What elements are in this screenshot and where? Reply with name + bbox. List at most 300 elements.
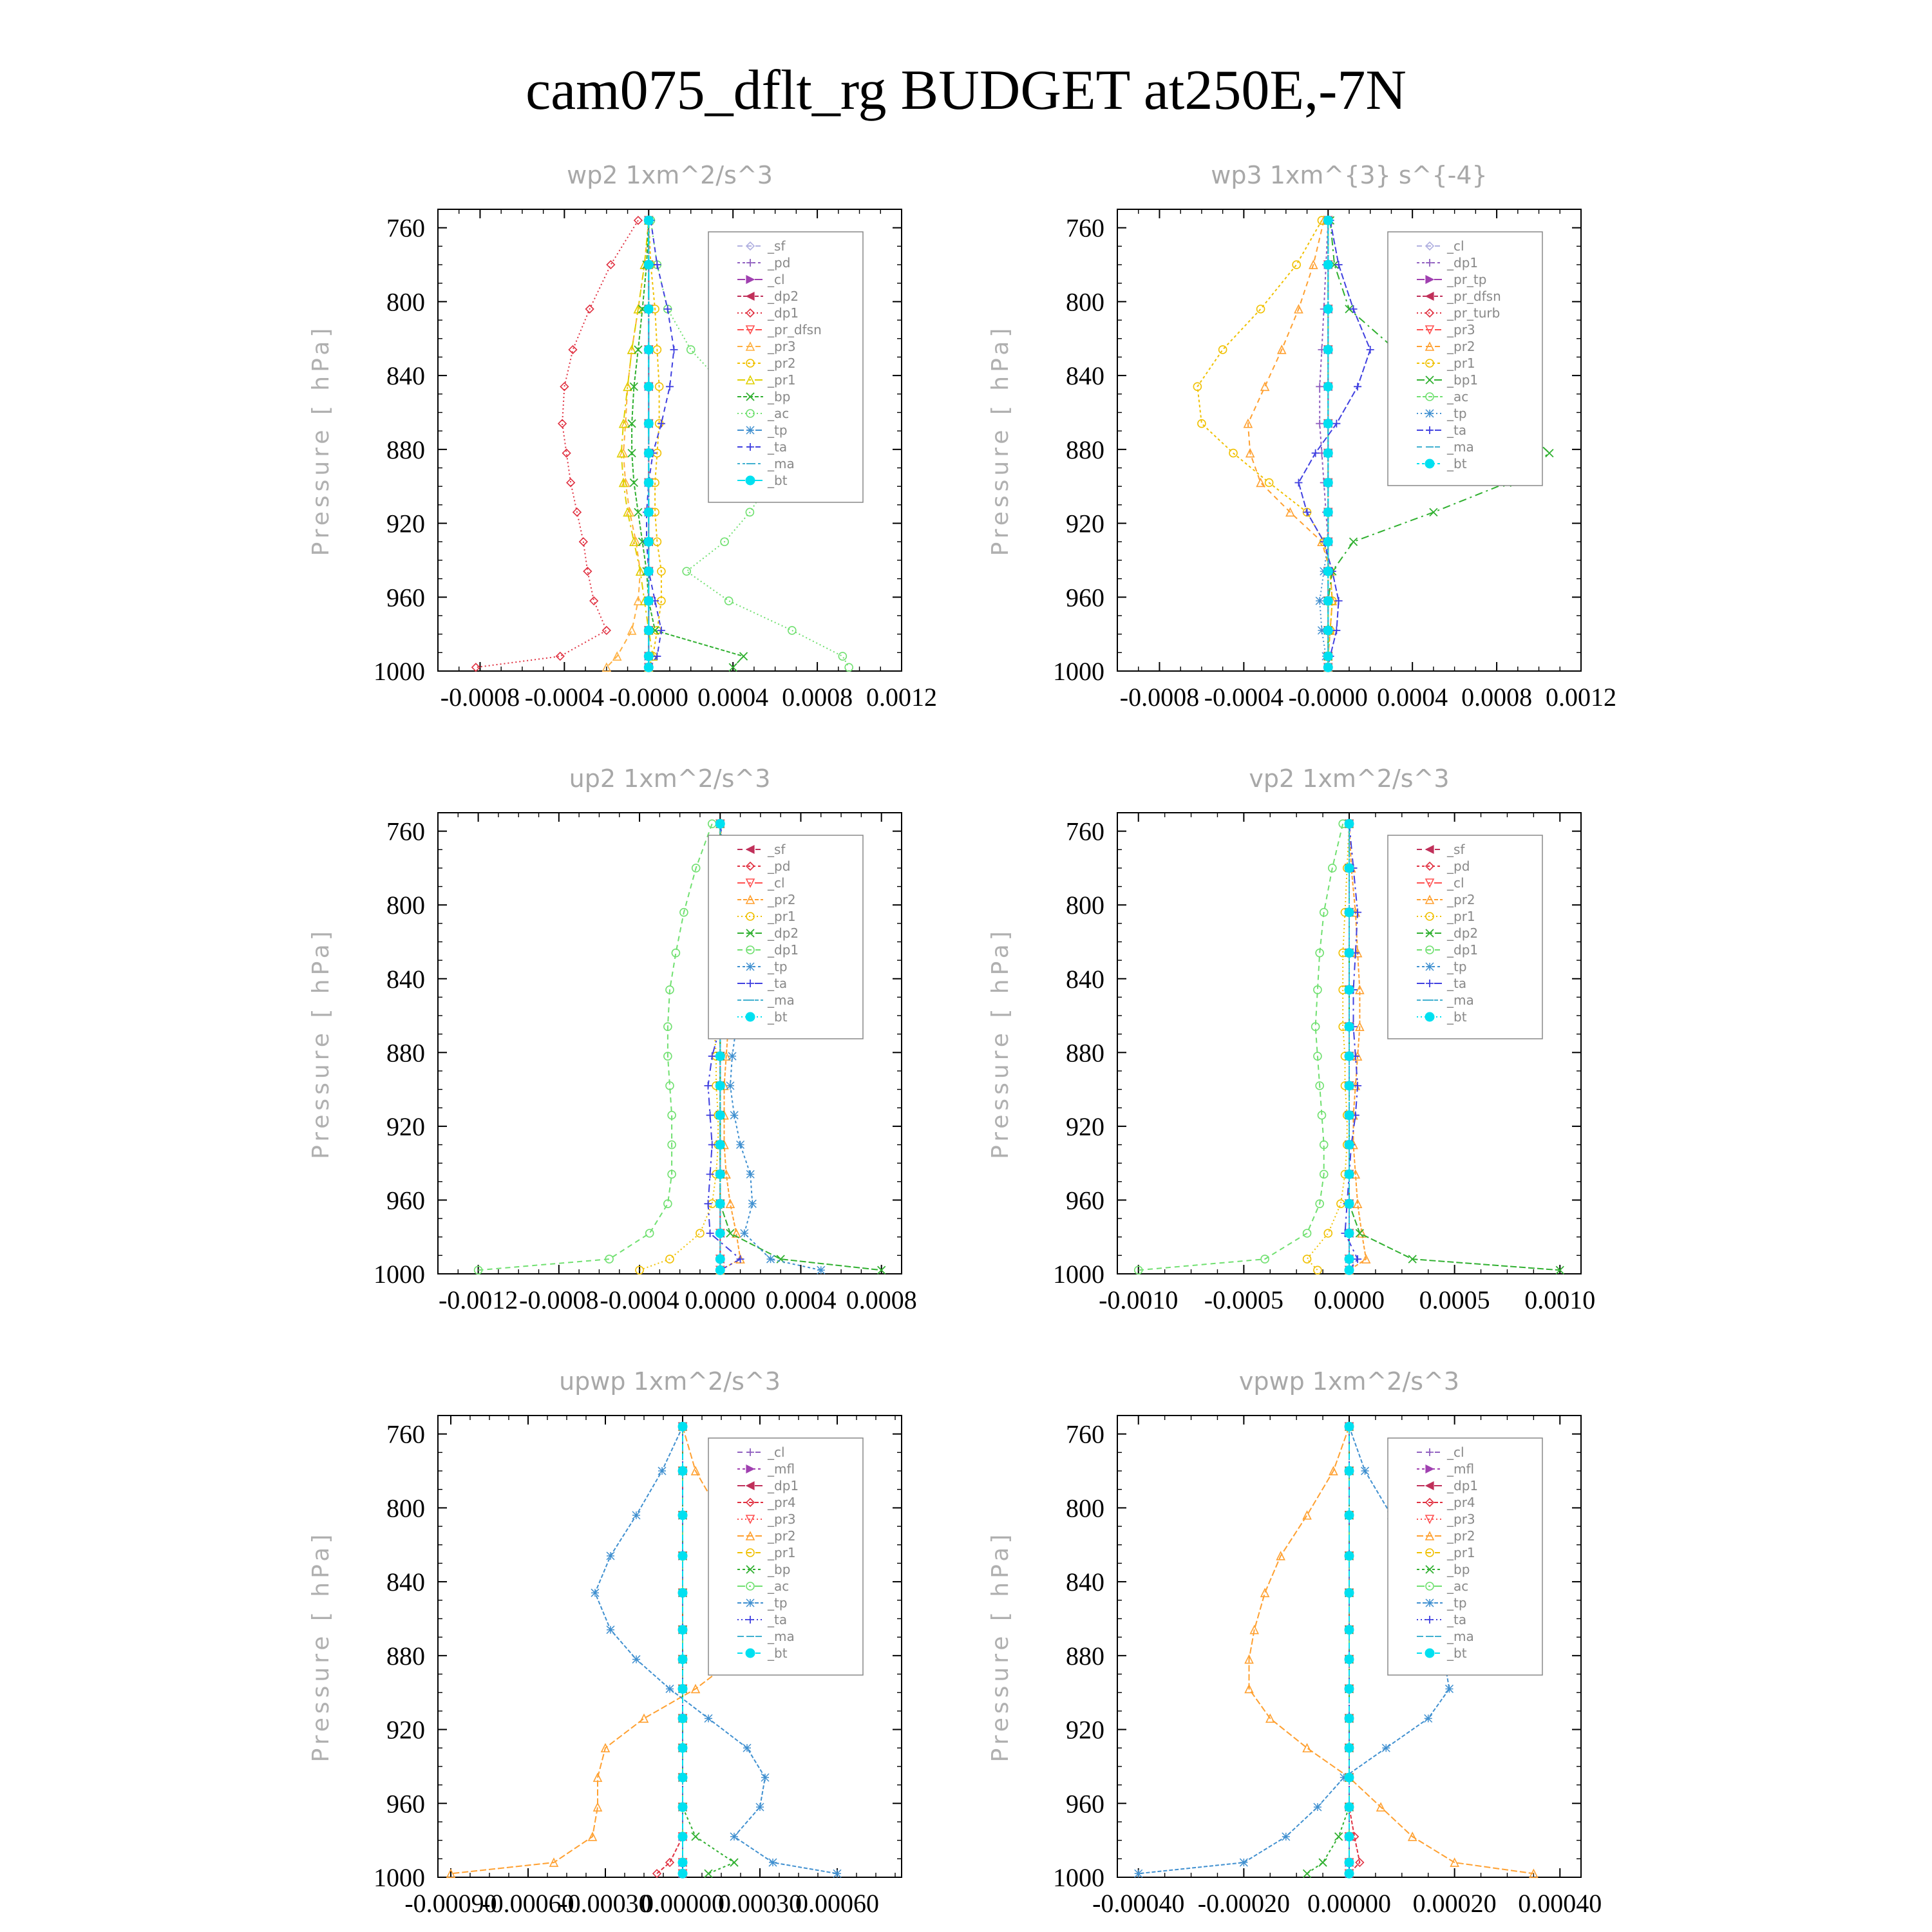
data-point: [1323, 478, 1332, 487]
legend-label: _tp: [1447, 1595, 1467, 1611]
data-point: [1350, 538, 1358, 545]
x-tick-label: -0.0008: [440, 683, 520, 712]
legend-label: _ta: [1447, 1612, 1467, 1627]
legend-label: _cl: [768, 1444, 785, 1460]
data-point: [1316, 383, 1323, 390]
data-point: [591, 1589, 599, 1596]
legend-label: _pd: [768, 255, 791, 270]
legend-marker: [1425, 1012, 1434, 1021]
data-point: [704, 1082, 712, 1090]
y-tick-label: 760: [1066, 817, 1104, 846]
data-point: [1345, 1803, 1354, 1812]
series-line-dp1: [1139, 824, 1343, 1270]
legend-label: _pr1: [768, 909, 796, 924]
y-tick-label: 840: [386, 361, 425, 391]
legend-marker: [1426, 963, 1434, 971]
data-point: [590, 597, 598, 605]
legend-label: _ta: [768, 976, 788, 991]
data-point: [628, 450, 636, 457]
data-point: [1345, 1625, 1354, 1634]
data-point: [1323, 626, 1332, 635]
y-axis-label: Pressure [ hPa]: [987, 1530, 1014, 1763]
data-point: [1345, 1714, 1354, 1723]
data-point: [1367, 346, 1374, 354]
data-point: [1293, 261, 1300, 269]
data-point: [632, 1656, 640, 1663]
y-tick-label: 840: [1066, 361, 1104, 391]
legend-label: _pr2: [768, 892, 796, 907]
y-tick-label: 920: [1066, 1715, 1104, 1745]
data-point: [743, 1744, 751, 1752]
legend-label: _pr4: [768, 1495, 796, 1510]
chart-title: wp2 1xm^2/s^3: [567, 161, 773, 189]
x-tick-label: 0.0004: [765, 1285, 837, 1314]
series-line-pr1: [1307, 824, 1350, 1270]
data-point: [603, 627, 611, 634]
chart-title: wp3 1xm^{3} s^{-4}: [1211, 161, 1488, 189]
y-tick-label: 880: [386, 435, 425, 464]
data-point: [1316, 420, 1323, 428]
data-point: [1303, 1870, 1311, 1877]
data-point: [715, 1111, 724, 1120]
data-point: [678, 1588, 687, 1597]
legend-label: _pr2: [768, 355, 796, 371]
legend-label: _pr1: [1447, 1545, 1475, 1560]
y-tick-label: 840: [386, 964, 425, 994]
x-tick-label: 0.0005: [1419, 1285, 1490, 1314]
data-point: [1261, 383, 1269, 390]
budget-chart-2: [308, 764, 917, 1314]
data-point: [630, 478, 638, 486]
chart-title: up2 1xm^2/s^3: [569, 764, 771, 793]
data-point: [678, 1773, 687, 1782]
legend-label: _dp1: [1447, 255, 1479, 270]
legend-label: _dp1: [768, 1478, 799, 1493]
x-tick-label: -0.00090: [404, 1889, 497, 1918]
data-point: [1345, 1588, 1354, 1597]
legend-marker: [1425, 459, 1434, 468]
x-tick-label: 0.0000: [1314, 1285, 1385, 1314]
y-tick-label: 760: [386, 1419, 425, 1449]
data-point: [715, 1170, 724, 1179]
legend-marker: [746, 1012, 755, 1021]
y-tick-label: 960: [1066, 1789, 1104, 1819]
data-point: [666, 1685, 674, 1692]
data-point: [1345, 1141, 1354, 1150]
legend-label: _bt: [1447, 1009, 1467, 1025]
legend-marker: [746, 963, 754, 971]
data-point: [1345, 1081, 1354, 1090]
data-point: [644, 596, 653, 605]
legend-label: _ta: [768, 1612, 788, 1627]
data-point: [1382, 1744, 1390, 1752]
data-point: [1219, 346, 1227, 354]
y-tick-label: 960: [1066, 583, 1104, 612]
legend-label: _pr3: [1447, 322, 1475, 337]
data-point: [646, 1229, 654, 1237]
data-point: [644, 478, 653, 487]
y-tick-label: 840: [1066, 1567, 1104, 1597]
legend-label: _cl: [768, 272, 785, 287]
data-point: [715, 1255, 724, 1264]
data-point: [644, 449, 653, 458]
legend-label: _bp1: [1447, 372, 1479, 388]
data-point: [769, 1859, 777, 1866]
legend-label: _ma: [1447, 1629, 1474, 1644]
legend-label: _pr2: [1447, 892, 1475, 907]
data-point: [678, 1684, 687, 1693]
data-point: [1282, 1833, 1290, 1841]
data-point: [678, 1858, 687, 1867]
data-point: [563, 450, 571, 457]
data-point: [715, 1052, 724, 1061]
y-tick-label: 920: [386, 1112, 425, 1141]
data-point: [1323, 345, 1332, 354]
data-point: [678, 1551, 687, 1560]
data-point: [1319, 1859, 1327, 1866]
legend-label: _pr1: [768, 1545, 796, 1560]
data-point: [1345, 1858, 1354, 1867]
data-point: [1345, 1511, 1354, 1520]
data-point: [644, 260, 653, 269]
data-point: [666, 383, 674, 390]
legend-label: _ta: [1447, 976, 1467, 991]
y-tick-label: 960: [386, 583, 425, 612]
y-axis-label: Pressure [ hPa]: [987, 324, 1014, 556]
x-tick-label: -0.0005: [1204, 1285, 1284, 1314]
legend-label: _bt: [768, 473, 788, 488]
data-point: [678, 1743, 687, 1752]
data-point: [678, 1832, 687, 1841]
data-point: [1345, 1265, 1354, 1274]
legend-label: _pr2: [1447, 339, 1475, 354]
series-line-pr1: [1197, 220, 1332, 667]
data-point: [1345, 1743, 1354, 1752]
data-point: [737, 1141, 744, 1149]
data-point: [748, 1200, 756, 1208]
data-point: [728, 1052, 736, 1060]
data-point: [670, 346, 678, 354]
data-point: [644, 305, 653, 314]
x-tick-label: 0.00030: [718, 1889, 802, 1918]
data-point: [715, 1141, 724, 1150]
legend-label: _tp: [1447, 959, 1467, 974]
data-point: [607, 261, 614, 269]
y-tick-label: 880: [1066, 435, 1104, 464]
legend-marker: [746, 1649, 755, 1658]
data-point: [725, 597, 733, 605]
data-point: [1546, 450, 1553, 457]
data-point: [1350, 305, 1358, 313]
legend-label: _pr_turb: [1447, 305, 1501, 321]
data-point: [1361, 1467, 1369, 1475]
legend-label: _pr_dfsn: [768, 322, 822, 337]
x-tick-label: 0.00000: [1307, 1889, 1391, 1918]
data-point: [788, 627, 796, 634]
series-line-dp1: [478, 824, 712, 1270]
legend-label: _bt: [1447, 1645, 1467, 1661]
y-tick-label: 1000: [1053, 1863, 1104, 1892]
y-tick-label: 960: [386, 1789, 425, 1819]
data-point: [1354, 383, 1361, 390]
legend-label: _dp1: [1447, 1478, 1479, 1493]
data-point: [1314, 1266, 1321, 1274]
y-tick-label: 1000: [1053, 657, 1104, 686]
y-tick-label: 920: [386, 1715, 425, 1745]
x-tick-label: -0.00060: [482, 1889, 574, 1918]
legend-marker: [1425, 1649, 1434, 1658]
legend-label: _tp: [768, 1595, 788, 1611]
x-tick-label: -0.0004: [1204, 683, 1284, 712]
y-tick-label: 840: [386, 1567, 425, 1597]
data-point: [1240, 1859, 1247, 1866]
chart-title: upwp 1xm^2/s^3: [559, 1367, 781, 1396]
legend-label: _ma: [1447, 992, 1474, 1008]
data-point: [1323, 537, 1332, 546]
y-axis-label: Pressure [ hPa]: [308, 927, 334, 1159]
x-tick-label: 0.0010: [1524, 1285, 1596, 1314]
data-point: [1345, 949, 1354, 958]
data-point: [1345, 1022, 1354, 1031]
data-point: [678, 1422, 687, 1431]
chart-title: vpwp 1xm^2/s^3: [1238, 1367, 1460, 1396]
data-point: [1345, 1111, 1354, 1120]
x-tick-label: 0.00040: [1518, 1889, 1602, 1918]
legend-label: _ac: [768, 406, 790, 421]
legend-label: _pr1: [1447, 909, 1475, 924]
data-point: [658, 627, 665, 634]
legend-label: _bt: [1447, 456, 1467, 471]
data-point: [726, 1229, 734, 1237]
budget-chart-1: [987, 161, 1616, 712]
data-point: [644, 507, 653, 516]
data-point: [1335, 1833, 1343, 1841]
data-point: [756, 1803, 764, 1811]
data-point: [1323, 260, 1332, 269]
legend-label: _ta: [1447, 422, 1467, 438]
legend-label: _pr3: [768, 339, 796, 354]
y-tick-label: 760: [386, 213, 425, 243]
y-tick-label: 920: [386, 509, 425, 538]
data-point: [1323, 652, 1332, 661]
legend-label: _cl: [1447, 1444, 1464, 1460]
x-tick-label: 0.0000: [685, 1285, 756, 1314]
y-tick-label: 880: [386, 1641, 425, 1671]
data-point: [708, 1052, 716, 1060]
data-point: [1323, 382, 1332, 391]
data-point: [715, 1081, 724, 1090]
data-point: [1314, 1803, 1321, 1811]
y-tick-label: 880: [386, 1038, 425, 1068]
x-tick-label: -0.0008: [519, 1285, 599, 1314]
x-tick-label: -0.0010: [1099, 1285, 1179, 1314]
data-point: [678, 1655, 687, 1664]
data-point: [1345, 908, 1354, 917]
data-point: [644, 382, 653, 391]
x-tick-label: -0.00030: [559, 1889, 652, 1918]
data-point: [556, 652, 564, 660]
data-point: [644, 652, 653, 661]
data-point: [817, 1266, 825, 1274]
y-axis-label: Pressure [ hPa]: [987, 927, 1014, 1159]
page-title: cam075_dflt_rg BUDGET at250E,-7N: [526, 59, 1406, 122]
data-point: [1345, 1199, 1354, 1208]
legend-label: _bt: [768, 1009, 788, 1025]
data-point: [715, 819, 724, 828]
legend-label: _sf: [1447, 842, 1465, 857]
series-line-bp: [1307, 1426, 1350, 1873]
data-point: [692, 1833, 699, 1841]
budget-chart-5: [987, 1367, 1602, 1918]
data-point: [715, 1265, 724, 1274]
legend-label: _bp: [768, 389, 791, 404]
data-point: [644, 537, 653, 546]
data-point: [678, 1466, 687, 1475]
legend-label: _dp2: [768, 289, 799, 304]
data-point: [1135, 1870, 1142, 1877]
legend-label: _ac: [768, 1578, 790, 1594]
data-point: [1430, 508, 1437, 516]
data-point: [708, 820, 716, 828]
x-tick-label: -0.0000: [1288, 683, 1368, 712]
data-point: [632, 1511, 640, 1519]
data-point: [1345, 1229, 1354, 1238]
data-point: [687, 346, 695, 354]
legend-label: _tp: [768, 422, 788, 438]
y-axis-label: Pressure [ hPa]: [308, 1530, 334, 1763]
legend-label: _pd: [768, 858, 791, 874]
x-tick-label: 0.0004: [1377, 683, 1448, 712]
data-point: [678, 1714, 687, 1723]
y-tick-label: 1000: [374, 1260, 425, 1289]
legend-label: _cl: [1447, 238, 1464, 254]
data-point: [644, 663, 653, 672]
data-point: [1345, 1551, 1354, 1560]
data-point: [683, 567, 690, 575]
y-tick-label: 800: [1066, 287, 1104, 317]
legend-label: _dp2: [768, 925, 799, 941]
data-point: [1323, 305, 1332, 314]
x-tick-label: 0.00020: [1412, 1889, 1497, 1918]
data-point: [761, 1774, 769, 1781]
data-point: [1257, 305, 1265, 313]
x-tick-label: -0.0008: [1119, 683, 1200, 712]
data-point: [1345, 1255, 1354, 1264]
y-tick-label: 920: [1066, 1112, 1104, 1141]
legend-label: _sf: [768, 842, 786, 857]
legend-marker: [746, 1599, 754, 1607]
legend-label: _pr_tp: [1447, 272, 1487, 287]
y-tick-label: 840: [1066, 964, 1104, 994]
x-tick-label: -0.00040: [1092, 1889, 1185, 1918]
legend-label: _pr_dfsn: [1447, 289, 1501, 304]
y-tick-label: 800: [1066, 891, 1104, 920]
series-line-dp1: [476, 220, 638, 667]
x-tick-label: 0.00060: [795, 1889, 879, 1918]
data-point: [1345, 1170, 1354, 1179]
x-tick-label: 0.0008: [846, 1285, 917, 1314]
data-point: [1425, 1714, 1432, 1722]
legend-label: _ta: [768, 439, 788, 455]
data-point: [1354, 1255, 1361, 1263]
y-tick-label: 920: [1066, 509, 1104, 538]
y-tick-label: 800: [386, 287, 425, 317]
data-point: [1345, 1684, 1354, 1693]
legend-label: _pr4: [1447, 1495, 1475, 1510]
y-tick-label: 880: [1066, 1641, 1104, 1671]
data-point: [1323, 663, 1332, 672]
x-tick-label: -0.00020: [1197, 1889, 1291, 1918]
legend-label: _ac: [1447, 1578, 1469, 1594]
legend-label: _ma: [768, 1629, 795, 1644]
legend-marker: [1426, 1599, 1434, 1607]
data-point: [706, 1112, 714, 1119]
legend-marker: [746, 426, 754, 434]
y-tick-label: 880: [1066, 1038, 1104, 1068]
data-point: [644, 626, 653, 635]
data-point: [1312, 450, 1320, 457]
data-point: [845, 663, 853, 671]
data-point: [1445, 1685, 1453, 1692]
legend-label: _ma: [768, 992, 795, 1008]
budget-chart-0: [308, 161, 937, 712]
legend-label: _dp1: [768, 942, 799, 958]
x-tick-label: 0.0004: [697, 683, 769, 712]
data-point: [1303, 1511, 1311, 1519]
data-point: [1324, 1229, 1332, 1237]
legend-label: _pd: [1447, 858, 1470, 874]
x-tick-label: 0.0012: [866, 683, 937, 712]
legend-label: _tp: [1447, 406, 1467, 421]
data-point: [678, 1625, 687, 1634]
data-point: [696, 1229, 704, 1237]
data-point: [730, 1833, 738, 1841]
legend-label: _pr2: [1447, 1528, 1475, 1544]
x-tick-label: 0.0008: [1461, 683, 1533, 712]
data-point: [1323, 419, 1332, 428]
data-point: [644, 216, 653, 225]
data-point: [705, 1870, 712, 1877]
legend-label: _bp: [1447, 1562, 1470, 1577]
data-point: [1323, 507, 1332, 516]
data-point: [1323, 596, 1332, 605]
legend-marker: [1426, 410, 1434, 417]
data-point: [472, 663, 480, 671]
data-point: [678, 1869, 687, 1878]
data-point: [607, 1626, 614, 1634]
data-point: [746, 1170, 754, 1178]
data-point: [705, 1714, 712, 1722]
data-point: [715, 1229, 724, 1238]
legend-label: _dp1: [768, 305, 799, 321]
data-point: [678, 1511, 687, 1520]
y-tick-label: 960: [386, 1186, 425, 1215]
data-point: [726, 1082, 734, 1090]
x-tick-label: 0.0008: [782, 683, 853, 712]
data-point: [1261, 1589, 1269, 1596]
x-tick-label: 0.0012: [1546, 683, 1616, 712]
legend-label: _sf: [768, 238, 786, 254]
x-tick-label: -0.0012: [438, 1285, 518, 1314]
data-point: [740, 652, 748, 660]
data-point: [607, 1552, 614, 1560]
data-point: [741, 1229, 748, 1237]
data-point: [1345, 1422, 1354, 1431]
y-tick-label: 800: [386, 891, 425, 920]
legend-label: _pr2: [768, 1528, 796, 1544]
y-tick-label: 800: [386, 1493, 425, 1523]
x-tick-label: -0.0000: [609, 683, 688, 712]
